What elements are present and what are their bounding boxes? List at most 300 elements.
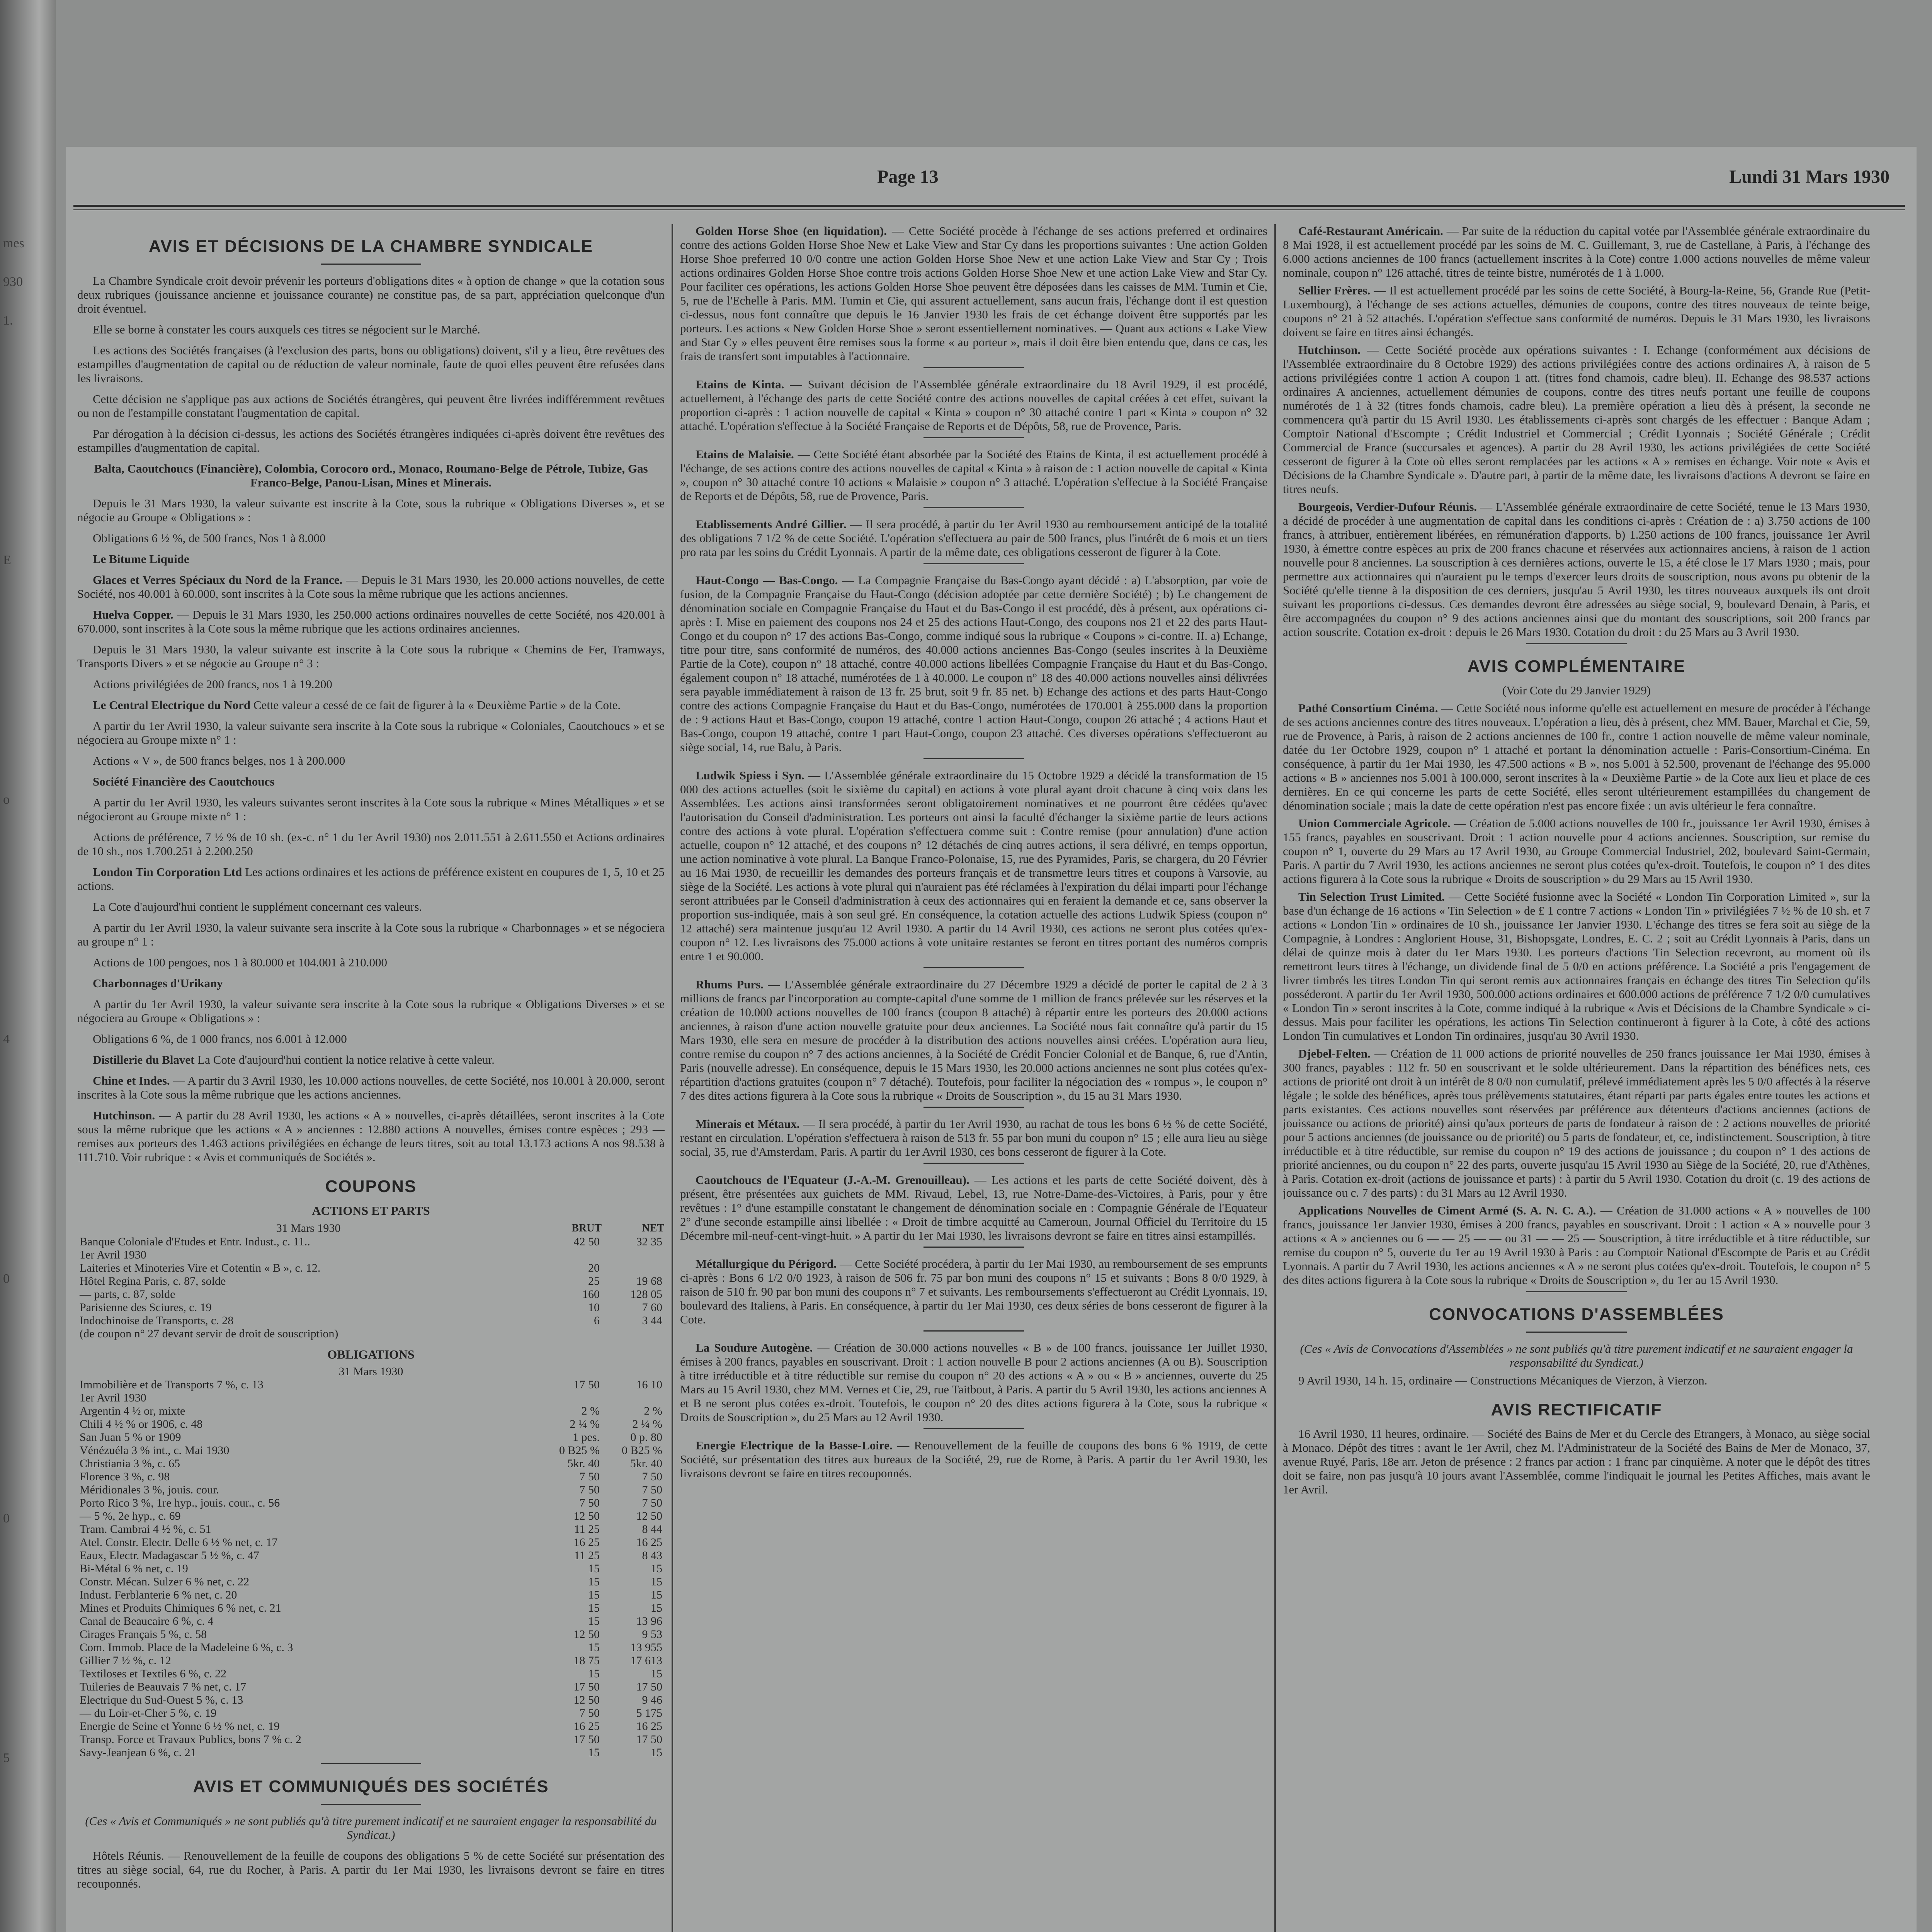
- notice: [77, 643, 665, 670]
- notice: [680, 1341, 1267, 1424]
- notice: [77, 921, 665, 949]
- divider: [923, 1330, 1024, 1332]
- notice-text: — L'Assemblée générale extraordinaire du 27 Décembre 1929 a décidé de porter le capital de 2 à 3 millions de francs par l'incorporation au compte-capital d'une somme de 1 million de francs prélevée sur les réserves et la création de 10.000 actions nouvelles de 100 francs (coupon 8 attaché) à répartir entre les porteurs des 20.000 actions anciennes, à raison d'une action nouvelle gratuite pour deux anciennes. La Société nous fait connaître qu'à partir du 15 Mars 1930, elle sera en mesure de procéder à la distribution des actions nouvelles ainsi créées. L'opération aura lieu, contre remise du coupon n° 7 des actions anciennes, à la Société de Crédit Foncier Colonial et de Banque, 6, rue d'Antin, Paris (nouvelle adresse). En conséquence, depuis le 15 Mars 1930, les 20.000 actions anciennes ne sont plus cotées qu'ex-répartition d'actions gratuites (coupon n° 7 détaché). Toutefois, pour faciliter la négociation des « rompus », le coupon n° 7 des dites actions figurera à la Cote sous la rubrique « Droits de Souscription », du 15 au 31 Mars 1930.: [680, 978, 1267, 1102]
- coupon-label: Méridionales 3 %, jouis. cour.: [80, 1483, 219, 1496]
- coupon-net: [602, 1391, 665, 1405]
- coupon-label: Atel. Constr. Electr. Delle 6 ½ % net, c. 17: [80, 1536, 278, 1549]
- chambre-items: [77, 497, 665, 1164]
- coupon-net: 8 43: [642, 1549, 662, 1562]
- coupon-label: Canal de Beaucaire 6 %, c. 4: [80, 1615, 214, 1628]
- notice-text: — Depuis le 31 Mars 1930, les 20.000 actions nouvelles, de cette Société, nos 40.001 à 60.000, sont inscrites à la Cote sous la même rubrique que les actions anciennes.: [77, 573, 665, 600]
- divider: [923, 367, 1024, 368]
- notice-title: Sellier Frères.: [1298, 284, 1371, 297]
- coupon-brut: 2 %: [581, 1405, 600, 1417]
- coupon-row: [77, 1405, 665, 1418]
- header-rule-thin: [73, 209, 1905, 210]
- notice-title: Golden Horse Shoe (en liquidation).: [696, 224, 887, 238]
- notice-title: Société Financière des Caoutchoucs: [93, 775, 275, 788]
- coupon-label: Argentin 4 ½ or, mixte: [80, 1405, 185, 1417]
- divider: [1526, 1291, 1627, 1292]
- notice-text: Depuis le 31 Mars 1930, la valeur suivante est inscrite à la Cote, sous la rubrique « Obligations Diverses », et se négocie au Groupe « Obligations » :: [77, 497, 665, 524]
- notice-text: — Les actions et les parts de cette Société doivent, dès à présent, être présentées aux guichets de MM. Rivaud, Lebel, 13, rue Notre-Dame-des-Victoires, à Paris, pour y être revêtues : 1° d'une estampille constatant le changement de dénomination sociale en : Compagnie Générale de l'Equateur 2° d'une seconde estampille ainsi libellée : « Droit de timbre acquitté au Cameroun, Journal Officiel du Territoire du 15 Décembre mil-neuf-cent-vingt-huit. » A partir du 1er Mai 1930, les livraisons devront se faire en titres ainsi estampillés.: [680, 1173, 1267, 1242]
- coupons-date-1: 31 Mars 1930: [276, 1222, 341, 1235]
- coupon-label: Bi-Métal 6 % net, c. 19: [80, 1562, 188, 1575]
- coupon-net: 0 p. 80: [630, 1431, 662, 1444]
- coupon-row: [77, 1523, 665, 1536]
- coupon-net: 2 ¼ %: [632, 1418, 662, 1430]
- notice: [77, 573, 665, 601]
- notice: [77, 698, 665, 712]
- coupon-brut: 2 ¼ %: [570, 1418, 600, 1430]
- coupon-row: [77, 1262, 665, 1275]
- coupon-brut: 15: [588, 1641, 600, 1654]
- coupon-label: Christiania 3 %, c. 65: [80, 1457, 180, 1470]
- notice-title: Rhums Purs.: [696, 978, 764, 991]
- coupon-brut: 25: [588, 1275, 600, 1287]
- coupon-label: Com. Immob. Place de la Madeleine 6 %, c. 3: [80, 1641, 293, 1654]
- coupon-row: [77, 1301, 665, 1314]
- notice-text: — L'Assemblée générale extraordinaire du 15 Octobre 1929 a décidé la transformation de 15 000 des actions actuelles (soit le sixième du capital) en actions à vote plural ayant droit chacune à cinq voix dans les Assemblées. Les actions ainsi transformées seront obligatoirement nominatives et ne pourront être cédées qu'avec l'autorisation du Conseil d'administration. Les porteurs ont ainsi la faculté d'échanger la sixième partie de leurs actions contre des actions à vote plural. L'opération s'effectuera comme suit : Contre remise (pour annulation) d'une action actuelle, coupon n° 12 attaché, et des coupons n° 12 détachés de cinq autres actions, il sera délivré, en temps opportun, une action nominative à vote plural. La Banque Franco-Polonaise, 15, rue des Pyramides, Paris, se chargera, du 20 Février au 16 Mai 1930, de recueillir les demandes des porteurs français et de transmettre leurs titres et coupons à Varsovie, au siège de la Société. Les actions à vote plural qui n'auraient pas été réclamées à l'expiration du délai imparti pour l'échange seront attribuées par le Conseil d'administration à ceux des actionnaires qui en feraient la demande et ce, sans observer la proportion sus-indiquée, mais à son seul gré. En conséquence, la cotation actuelle des actions Ludwik Spiess (coupon n° 12 attaché) sera maintenue jusqu'au 12 Avril 1930. A partir du 14 Avril 1930, ces actions ne seront plus cotées qu'ex-coupon n° 12. Les livraisons des 75.000 actions à vote unitaire restantes se feront en titres portant des numéros compris entre 1 et 90.000.: [680, 769, 1267, 963]
- coupon-row: [77, 1746, 665, 1759]
- coupon-label: Textiloses et Textiles 6 %, c. 22: [80, 1667, 227, 1680]
- margin-fragment: mes: [3, 236, 24, 250]
- coupon-row: [77, 1615, 665, 1628]
- intro-paragraph: La Chambre Syndicale croit devoir prévenir les porteurs d'obligations dites « à option de change » que la cotation sous deux rubriques (jouissance ancienne et jouissance courante) ne constitue pas, de sa part, appréciation quelconque d'un droit éventuel.: [77, 274, 665, 315]
- notice-text: — A partir du 3 Avril 1930, les 10.000 actions nouvelles, de cette Société, nos 10.001 à 20.000, seront inscrites à la Cote sous la même rubrique que les actions anciennes.: [77, 1074, 665, 1101]
- coupon-brut: [539, 1327, 602, 1340]
- coupon-row: [77, 1680, 665, 1694]
- notice-text: — Cette Société procède à l'échange de ses actions preferred et ordinaires contre des actions Golden Horse Shoe New et Lake View and Star Cy dans les proportions suivantes : Une action Golden Horse Shoe preferred 10 0/0 contre une action Golden Horse Shoe New et une action Lake View and Star Cy ; Trois actions ordinaires Golden Horse Shoe contre trois actions Golden Horse Shoe New et une action Lake View and Star Cy. Pour faciliter ces opérations, les actions Golden Horse Shoe peuvent être déposées dans les caisses de MM. Tumin et Cie, 5, rue de l'Echelle à Paris. MM. Tumin et Cie, qui assurent actuellement, sans aucun frais, l'échange dont il est question ci-dessus, nous font connaître que depuis le 16 Janvier 1930 les frais de cet échange doivent être supportés par les porteurs. Les actions « New Golden Horse Shoe » seront essentiellement nominatives. — Quant aux actions « Lake View and Star Cy » elles peuvent être remises sous la forme « au porteur », mais il doit être bien entendu que, dans ce cas, les frais de transfert sont imputables à l'actionnaire.: [680, 224, 1267, 363]
- section-title-chambre: AVIS ET DÉCISIONS DE LA CHAMBRE SYNDICALE: [148, 237, 594, 256]
- notice-text: — Cette Société procédera, à partir du 1er Mai 1930, au remboursement de ses emprunts ci-après : Bons 6 1/2 0/0 1923, à raison de 506 fr. 75 par bon muni des coupons n° 15 et suivants ; Bons 8 0/0 1929, à raison de 510 fr. 90 par bon muni des coupons n° 7 et suivants. Les remboursements s'effectueront au Crédit Lyonnais, 19, boulevard des Italiens, à Paris. En conséquence, à partir du 1er Mai 1930, ces deux séries de bons cesseront de figurer à la Cote.: [680, 1257, 1267, 1326]
- notice: [680, 517, 1267, 559]
- coupon-brut: 12 50: [573, 1510, 600, 1522]
- societes-note: (Ces « Avis et Communiqués » ne sont publiés qu'à titre purement indicatif et ne sauraient engager la responsabilité du Syndicat.): [85, 1814, 657, 1842]
- notice-text: A partir du 1er Avril 1930, la valeur suivante sera inscrite à la Cote sous la rubrique « Coloniales, Caoutchoucs » et se négociera au Groupe mixte n° 1 :: [77, 719, 665, 747]
- margin-fragments: [3, 232, 49, 1932]
- coupon-net: 7 50: [642, 1470, 662, 1483]
- coupon-brut: 12 50: [573, 1628, 600, 1641]
- notice: [77, 531, 665, 545]
- coupon-row: [77, 1575, 665, 1588]
- notice-text: A partir du 1er Avril 1930, la valeur suivante sera inscrite à la Cote sous la rubrique « Charbonnages » et se négociera au groupe n° 1 :: [77, 921, 665, 948]
- coupon-row: [77, 1314, 665, 1327]
- coupon-row: [77, 1588, 665, 1602]
- coupon-row: [77, 1418, 665, 1431]
- coupon-net: 0 B25 %: [622, 1444, 662, 1457]
- coupon-net: [602, 1327, 665, 1340]
- coupons-title: COUPONS: [325, 1177, 417, 1196]
- coupon-brut: 7 50: [579, 1707, 600, 1719]
- coupon-brut: [539, 1248, 602, 1262]
- notice: [1283, 284, 1870, 339]
- coupon-net: 16 25: [636, 1720, 662, 1733]
- coupon-label: Tram. Cambrai 4 ½ %, c. 51: [80, 1523, 211, 1536]
- coupon-label: Eaux, Electr. Madagascar 5 ½ %, c. 47: [80, 1549, 259, 1562]
- notice: [77, 1032, 665, 1046]
- coupon-brut: 15: [588, 1602, 600, 1614]
- coupon-brut: 11 25: [574, 1549, 600, 1562]
- coupon-label: Electrique du Sud-Ouest 5 %, c. 13: [80, 1694, 243, 1706]
- notice: [77, 976, 665, 990]
- notice-text: — Depuis le 31 Mars 1930, les 250.000 actions ordinaires nouvelles de cette Société, nos 420.001 à 670.000, sont inscrites à la Cote sous la même rubrique que les actions ordinaires anciennes.: [77, 608, 665, 635]
- coupon-net: 2 %: [644, 1405, 662, 1417]
- coupon-label: Vénézuéla 3 % int., c. Mai 1930: [80, 1444, 230, 1457]
- coupon-label: Savy-Jeanjean 6 %, c. 21: [80, 1746, 196, 1759]
- notice: [77, 997, 665, 1025]
- divider: [1526, 643, 1627, 644]
- coupon-label: Cirages Français 5 %, c. 58: [80, 1628, 207, 1641]
- notice-title: Charbonnages d'Urikany: [93, 976, 223, 990]
- coupon-net: 7 60: [642, 1301, 662, 1314]
- coupon-label: — du Loir-et-Cher 5 %, c. 19: [80, 1707, 217, 1719]
- coupon-row: [77, 1602, 665, 1615]
- coupon-label: Transp. Force et Travaux Publics, bons 7 % c. 2: [80, 1733, 301, 1746]
- coupon-net: 15: [651, 1562, 662, 1575]
- notice: [1283, 1047, 1870, 1200]
- notice-title: Union Commerciale Agricole.: [1298, 816, 1451, 830]
- notice-title: Djebel-Felten.: [1298, 1047, 1371, 1060]
- notice: [680, 1117, 1267, 1159]
- notice-text: — A partir du 28 Avril 1930, les actions « A » nouvelles, ci-après détaillées, seront inscrites à la Cote sous la même rubrique que les actions « A » anciennes : 12.880 actions A nouvelles, émises contre espèces ; 293 — remises aux porteurs des 1.463 actions privilégiées en échange de leurs titres, soit au total 13.173 actions A nos 98.538 à 111.710. Voir rubrique : « Avis et communiqués de Sociétés ».: [77, 1109, 665, 1164]
- coupon-net: 16 10: [636, 1378, 662, 1391]
- divider: [923, 758, 1024, 759]
- notice-text: — Création de 11 000 actions de priorité nouvelles de 250 francs jouissance 1er Mai 1930, émises à 300 francs, payables : 112 fr. 50 en souscrivant et le solde ultérieurement. Dans la répartition des bénéfices nets, ces actions de priorité ont droit à un intérêt de 8 0/0 non cumulatif, prélevé immédiatement après les 5 0/0 affectés à la réserve légale ; le solde des bénéfices, après tous prélèvements statutaires, étant réparti par parts égales entre toutes les actions et parts existantes. Ces actions nouvelles sont réservées par préférence aux détenteurs d'actions anciennes (actions de jouissance ou actions de priorité) ainsi qu'aux porteurs de parts de fondateur à raison de : 2 actions nouvelles de priorité pour 5 actions anciennes (de jouissance ou de priorité) ou 5 parts de fondateur, et, ce, indistinctement. Souscription, à titre irréductible et à titre réductible, sur remise du coupon n° 19 des actions de jouissance ; du coupon n° 1 des actions de priorité anciennes, ou du coupon n° 22 des parts, ouverte jusqu'au 15 Avril 1930 au Siège de la Société, 20, rue d'Athènes, à Paris. Cotation ex-droit (actions de jouissance et parts) : à partir du 5 Avril 1930. Cotation du droit (c. 19 des actions de jouissance ou c. 7 des parts) : du 31 Mars au 12 Avril 1930.: [1283, 1047, 1870, 1199]
- coupon-label: Florence 3 %, c. 98: [80, 1470, 170, 1483]
- societes-title: AVIS ET COMMUNIQUÉS DES SOCIÉTÉS: [193, 1777, 549, 1796]
- coupon-brut: 6: [594, 1314, 600, 1327]
- coupons-obligations-title: OBLIGATIONS: [327, 1347, 415, 1361]
- notice-title: Café-Restaurant Américain.: [1298, 224, 1443, 238]
- coupon-net: 9 53: [642, 1628, 662, 1641]
- divider: [321, 1763, 421, 1764]
- coupon-label: — parts, c. 87, solde: [80, 1288, 175, 1301]
- coupon-label: 1er Avril 1930: [80, 1248, 146, 1261]
- notice: [680, 224, 1267, 363]
- notice-text: — La Compagnie Française du Bas-Congo ayant décidé : a) L'absorption, par voie de fusion, de la Compagnie Française du Haut-Congo (décision adoptée par cette dernière Société) ; b) Le changement de dénomination sociale en Compagnie Française du Haut et du Bas-Congo il est procédé, dès à présent, aux opérations ci-après : I. Mise en paiement des coupons nos 24 et 25 des actions Haut-Congo, des coupons nos 21 et 22 des parts Haut-Congo et du coupon n° 17 des actions Bas-Congo, comme indiqué sous la rubrique « Coupons » ci-contre. II. a) Echange, titre pour titre, sans conformité de numéros, des 40.000 actions anciennes Bas-Congo (seules inscrites à la Deuxième Partie de la Cote), coupon n° 18 attaché, contre 40.000 actions libellées Compagnie Française du Haut et du Bas-Congo, également coupon n° 18 attaché, numérotées de 1 à 40.000. Le coupon n° 18 des 40.000 actions nouvelles ainsi délivrées sera payable immédiatement à raison de 13 fr. 25 brut, soit 9 fr. 85 net. b) Echange des actions et des parts Haut-Congo contre des actions Compagnie Française du Haut et du Bas-Congo, numérotées de 170.001 à 255.000 dans la proportion de : 9 actions Haut et Bas-Congo, coupon 19 attaché, contre 1 action Haut-Congo, coupon 26 attaché ; 4 actions Haut et Bas-Congo, coupon 19 attaché, contre 1 part Haut-Congo, coupon 23 attaché. Ces diverses opérations s'effectueront au siège social, 14, rue Balu, à Paris.: [680, 573, 1267, 754]
- coupon-brut: 15: [588, 1615, 600, 1628]
- notice: [77, 754, 665, 768]
- notice: [77, 1053, 665, 1067]
- page-date: Lundi 31 Mars 1930: [1729, 167, 1889, 187]
- margin-fragment: o: [3, 793, 10, 807]
- coupon-row: [77, 1391, 665, 1405]
- divider: [1526, 1332, 1627, 1333]
- notice: [77, 1109, 665, 1164]
- coupon-net: 15: [651, 1575, 662, 1588]
- notice: [1283, 224, 1870, 280]
- intro-paragraph: Les actions des Sociétés françaises (à l'exclusion des parts, bons ou obligations) doivent, s'il y a lieu, être revêtues des estampilles d'augmentation de capital ou de réduction de valeur nominale, faute de quoi elles peuvent être refusées dans les livraisons.: [77, 344, 665, 385]
- column-2: [680, 224, 1267, 1932]
- coupon-brut: 15: [588, 1746, 600, 1759]
- notice-title: Haut-Congo — Bas-Congo.: [696, 573, 838, 587]
- coupon-brut: 7 50: [579, 1497, 600, 1509]
- divider: [923, 1107, 1024, 1108]
- coupon-net: [602, 1262, 665, 1275]
- coupon-row: [77, 1707, 665, 1720]
- coupon-label: Immobilière et de Transports 7 %, c. 13: [80, 1378, 264, 1391]
- coupon-brut: 20: [588, 1262, 600, 1274]
- column-3: [1283, 224, 1870, 1932]
- coupon-row: [77, 1733, 665, 1746]
- convocations-note: (Ces « Avis de Convocations d'Assemblées » ne sont publiés qu'à titre purement indicatif et ne sauraient engager la responsabilité du Syndicat.): [1300, 1342, 1853, 1369]
- margin-fragment: 0: [3, 1511, 10, 1526]
- coupon-brut: 16 25: [573, 1720, 600, 1733]
- margin-fragment: 1.: [3, 313, 13, 328]
- coupon-row: [77, 1641, 665, 1654]
- coupon-row: [77, 1457, 665, 1470]
- coupon-net: 17 613: [630, 1654, 662, 1667]
- coupon-net: 17 50: [636, 1680, 662, 1693]
- coupon-brut: 17 50: [573, 1733, 600, 1746]
- intro-paragraph: Elle se borne à constater les cours auxquels ces titres se négocient sur le Marché.: [93, 323, 480, 336]
- coupon-row: [77, 1327, 665, 1340]
- coupon-net: 5 175: [636, 1707, 662, 1719]
- notice-title: Tin Selection Trust Limited.: [1298, 890, 1445, 903]
- notice-text: — Renouvellement de la feuille de coupons des bons 6 % 1919, de cette Société, sur présentation des titres aux bureaux de la Société, 29, rue de Rome, à Paris. A partir du 1er Avril 1930, les livraisons devront se faire en titres recouponnés.: [680, 1439, 1267, 1480]
- divider: [923, 967, 1024, 968]
- notice-text: — Suivant décision de l'Assemblée générale extraordinaire du 18 Avril 1929, il est procédé, actuellement, à l'échange des parts de cette Société contre des actions nouvelles de capital créées à cet effet, suivant la proportion ci-après : 1 action nouvelle de capital « Kinta » coupon n° 30 attaché contre 1 part « Kinta » coupon n° 32 attaché. L'opération s'effectue à la Société Française de Reports et de Dépôts, 58, rue de Provence, Paris.: [680, 378, 1267, 433]
- notice-title: Minerais et Métaux.: [696, 1117, 800, 1131]
- coupon-label: Porto Rico 3 %, 1re hyp., jouis. cour., c. 56: [80, 1497, 280, 1509]
- notice-title: Glaces et Verres Spéciaux du Nord de la France.: [93, 573, 343, 587]
- coupon-brut: 160: [582, 1288, 600, 1301]
- coupon-brut: 16 25: [573, 1536, 600, 1549]
- coupon-brut: 5kr. 40: [567, 1457, 600, 1470]
- notice-text: Actions de préférence, 7 ½ % de 10 sh. (ex-c. n° 1 du 1er Avril 1930) nos 2.011.551 à 2.611.550 et Actions ordinaires de 10 sh., nos 1.700.251 à 2.200.250: [77, 830, 665, 858]
- coupon-label: (de coupon n° 27 devant servir de droit de souscription): [80, 1327, 338, 1340]
- coupon-brut: 17 50: [573, 1378, 600, 1391]
- coupon-row: [77, 1275, 665, 1288]
- notice: [77, 830, 665, 858]
- coupon-label: Energie de Seine et Yonne 6 ½ % net, c. 19: [80, 1720, 280, 1733]
- margin-fragment: 0: [3, 1272, 10, 1286]
- complementaire-subtitle: (Voir Cote du 29 Janvier 1929): [1502, 684, 1651, 697]
- notice-text: Obligations 6 ½ %, de 500 francs, Nos 1 à 8.000: [93, 531, 326, 545]
- notice-text: — Création de 5.000 actions nouvelles de 100 fr., jouissance 1er Avril 1930, émises à 155 francs, payables en souscrivant. Droit : 1 action nouvelle pour 4 actions anciennes. Souscription, sur remise du coupon n° 1, ouverte du 29 Mars au 17 Avril 1930, au Groupe Commercial Industriel, 202, boulevard Saint-Germain, Paris. A partir du 7 Avril 1930, les actions anciennes ne seront plus cotées qu'ex-droit. Toutefois, le coupon n° 1 des dites actions figurera à la Cote sous la rubrique « Droits de souscription » du 29 Mars au 15 Avril 1930.: [1283, 816, 1870, 886]
- notice-text: La Cote d'aujourd'hui contient le supplément concernant ces valeurs.: [93, 900, 422, 913]
- margin-fragment: 5: [3, 1751, 10, 1765]
- coupon-net: 12 50: [636, 1510, 662, 1522]
- notice-text: Cette valeur a cessé de ce fait de figurer à la « Deuxième Partie » de la Cote.: [253, 698, 621, 712]
- notice: [77, 677, 665, 691]
- coupon-row: [77, 1549, 665, 1562]
- column-rule: [672, 224, 673, 1932]
- notice: [77, 865, 665, 893]
- coupon-label: Chili 4 ½ % or 1906, c. 48: [80, 1418, 203, 1430]
- coupon-label: Banque Coloniale d'Etudes et Entr. Indust., c. 11..: [80, 1235, 310, 1248]
- notice-text: Depuis le 31 Mars 1930, la valeur suivante est inscrite à la Cote sous la rubrique « Chemins de Fer, Tramways, Transports Divers » et se négocie au Groupe n° 3 :: [77, 643, 665, 670]
- divider: [321, 1804, 421, 1805]
- notice: [1283, 1204, 1870, 1287]
- coupon-row: [77, 1248, 665, 1262]
- notice-text: Actions privilégiées de 200 francs, nos 1 à 19.200: [93, 677, 332, 691]
- header-rule: [73, 205, 1905, 207]
- coupon-brut: 15: [588, 1667, 600, 1680]
- coupon-label: Mines et Produits Chimiques 6 % net, c. 21: [80, 1602, 281, 1614]
- coupon-row: [77, 1694, 665, 1707]
- notice-text: — Il sera procédé, à partir du 1er Avril 1930, au rachat de tous les bons 6 ½ % de cette Société, restant en circulation. L'opération s'effectuera à raison de 513 fr. 55 par bon muni du coupon n° 15 ; elle aura lieu au siège social, 35, rue d'Amsterdam, Paris. A partir du 1er Avril 1930, ces bons cesseront de figurer à la Cote.: [680, 1117, 1267, 1158]
- coupons-date-2: 31 Mars 1930: [338, 1365, 403, 1378]
- notice-text: Les actions ordinaires et les actions de préférence existent en coupures de 1, 5, 10 et 25 actions.: [77, 865, 665, 893]
- coupon-row: [77, 1510, 665, 1523]
- coupon-net: 13 955: [630, 1641, 662, 1654]
- coupon-label: Gillier 7 ½ %, c. 12: [80, 1654, 171, 1667]
- divider: [923, 1163, 1024, 1164]
- binding-margin: [0, 0, 56, 1932]
- margin-fragment: 930: [3, 275, 23, 289]
- page-number: Page 13: [877, 167, 939, 187]
- notice-title: Hutchinson.: [1298, 343, 1361, 357]
- coupon-row: [77, 1628, 665, 1641]
- coupon-brut: 15: [588, 1562, 600, 1575]
- coupon-net: 15: [651, 1667, 662, 1680]
- notice-title: Etains de Kinta.: [696, 378, 784, 391]
- coupon-brut: 12 50: [573, 1694, 600, 1706]
- notice: [77, 1074, 665, 1102]
- coupon-net: 5kr. 40: [630, 1457, 662, 1470]
- notice-text: — Création de 31.000 actions « A » nouvelles de 100 francs, jouissance 1er Janvier 1930, émises à 200 francs, payables en souscrivant. Droit : 1 action « A » nouvelle pour 3 actions « A » anciennes ou 6 — — 25 — — ou 31 — — 25 — Souscription, à titre irréductible et à titre réductible, sur remise du coupon n° 5, ouverte du 1er au 19 Avril 1930 à Paris : au Comptoir National d'Escompte de Paris et au Crédit Lyonnais. A partir du 7 Avril 1930, les actions anciennes « A » ne seront plus cotées qu'ex-droit. Toutefois, le coupon n° 5 des dites actions figurera à la Cote sous la rubrique « Droits de Souscription », du 1er au 15 Avril 1930.: [1283, 1204, 1870, 1287]
- coupon-brut: 7 50: [579, 1483, 600, 1496]
- notice: [77, 608, 665, 636]
- page-header: [66, 155, 1917, 197]
- coupon-row: [77, 1378, 665, 1391]
- coupon-label: Laiteries et Minoteries Vire et Cotentin « B », c. 12.: [80, 1262, 321, 1274]
- coupons-actions-title: ACTIONS ET PARTS: [312, 1204, 430, 1218]
- divider: [923, 1428, 1024, 1429]
- coupon-brut: 10: [588, 1301, 600, 1314]
- coupon-brut: 11 25: [574, 1523, 600, 1536]
- notice: [77, 775, 665, 789]
- coupon-label: Indust. Ferblanterie 6 % net, c. 20: [80, 1588, 237, 1601]
- divider: [923, 563, 1024, 564]
- coupon-brut: 18 75: [573, 1654, 600, 1667]
- coupon-net: 7 50: [642, 1483, 662, 1496]
- notice-title: Distillerie du Blavet: [93, 1053, 195, 1066]
- coupon-net: 8 44: [642, 1523, 662, 1536]
- notice-title: Energie Electrique de la Basse-Loire.: [696, 1439, 893, 1452]
- coupons-actions-table: [77, 1221, 665, 1340]
- notice-text: Actions de 100 pengoes, nos 1 à 80.000 et 104.001 à 210.000: [93, 956, 387, 969]
- coupon-label: Tuileries de Beauvais 7 % net, c. 17: [80, 1680, 247, 1693]
- notice-text: — Cette Société fusionne avec la Société « London Tin Corporation Limited », sur la base d'un échange de 16 actions « Tin Selection » de £ 1 contre 7 actions « London Tin » privilégiées 7 ½ % de 10 sh. et 7 actions « London Tin » ordinaires de 10 sh., jouissance 1er Janvier 1930. L'échange des titres se fera soit au siège de la Compagnie, à Londres : Anglorient House, 31, Bishopsgate, Londres, E. C. 2 ; soit au Crédit Lyonnais à Paris, dans un délai de quinze mois à dater du 1er Mars 1930. Les porteurs d'actions Tin Selection recevront, au moment où ils remettront leurs titres à l'échange, un dividende final de 5 0/0 en actions préférence. La Société a pris l'engagement de livrer timbrés les titres London Tin qui seront remis aux actionnaires français en échange des titres Tin Selection qu'ils posséderont. A partir du 1er Avril 1930, 500.000 actions ordinaires et 600.000 actions de préférence 7 1/2 0/0 cumulatives « London Tin » seront inscrites à la Cote, comme indiqué à la rubrique « Avis et Décisions de la Chambre Syndicale » ci-dessus. Mais pour faciliter les opérations, les actions Tin Selection continueront à figurer à la Cote, à côté des actions London Tin cumulatives et London Tin ordinaires, jusqu'au 30 Avril 1930.: [1283, 890, 1870, 1043]
- coupon-row: [77, 1431, 665, 1444]
- coupon-net: 15: [651, 1588, 662, 1601]
- coupon-net: 17 50: [636, 1733, 662, 1746]
- notice-title: Etains de Malaisie.: [696, 447, 794, 461]
- notice: [77, 552, 665, 566]
- notice: [1283, 816, 1870, 886]
- coupon-brut: 1 pes.: [573, 1431, 600, 1444]
- margin-fragment: 4: [3, 1032, 10, 1046]
- notices-col3: [1283, 224, 1870, 639]
- coupon-label: — 5 %, 2e hyp., c. 69: [80, 1510, 181, 1522]
- notice-title: London Tin Corporation Ltd: [93, 865, 242, 879]
- coupon-net: 128 05: [630, 1288, 662, 1301]
- notice: [680, 378, 1267, 433]
- notice-title: Métallurgique du Périgord.: [696, 1257, 837, 1270]
- coupon-brut: [539, 1391, 602, 1405]
- coupon-row: [77, 1720, 665, 1733]
- notice-text: — Par suite de la réduction du capital votée par l'Assemblée générale extraordinaire du 8 Mai 1928, il est actuellement procédé par les soins de M. C. Guillemant, 3, rue de Castellane, à Paris, à l'échange des 6.000 actions anciennes de 100 francs (actuellement inscrites à la Cote) contre 1.000 actions nouvelles de même valeur nominale, coupon n° 126 attaché, titres de teinte bistre, numérotés de 1 à 1.000.: [1283, 224, 1870, 279]
- notice-title: Hutchinson.: [93, 1109, 155, 1122]
- coupon-brut: 15: [588, 1588, 600, 1601]
- coupon-label: Hôtel Regina Paris, c. 87, solde: [80, 1275, 226, 1287]
- notice-text: — Il est actuellement procédé par les soins de cette Société, à Bourg-la-Reine, 56, Grande Rue (Petit-Luxembourg), à l'échange de ses actions actuelles, démunies de coupons, contre des titres nouveaux de teinte beige, coupons n° 21 à 52 attachés. L'opération s'effectue sans conformité de numéros. Depuis le 31 Mars 1930, les livraisons doivent se faire en titres ainsi échangés.: [1283, 284, 1870, 339]
- coupon-label: Indochinoise de Transports, c. 28: [80, 1314, 234, 1327]
- coupon-row: [77, 1470, 665, 1483]
- margin-fragment: E: [3, 553, 11, 567]
- coupon-row: [77, 1483, 665, 1497]
- notice-title: La Soudure Autogène.: [696, 1341, 813, 1354]
- notice-text: A partir du 1er Avril 1930, la valeur suivante sera inscrite à la Cote sous la rubrique « Obligations Diverses » et se négociera au Groupe « Obligations » :: [77, 997, 665, 1025]
- coupon-brut: 0 B25 %: [559, 1444, 600, 1457]
- notice-title: Ludwik Spiess i Syn.: [696, 769, 804, 782]
- coupon-row: [77, 1288, 665, 1301]
- notice-text: — L'Assemblée générale extraordinaire de cette Société, tenue le 13 Mars 1930, a décidé de procéder à une augmentation de capital dans les conditions ci-après : Création de : a) 3.750 actions de 100 francs, à attribuer, entièrement libérées, en rémunération d'apports. b) 1.250 actions de 100 francs, jouissance 1er Avril 1930, à émettre contre espèces au prix de 200 francs chacune et réservées aux actionnaires anciens, à raison de 1 action nouvelle pour 8 anciennes. La souscription à ces dernières actions, ouverte le 15, a été close le 17 Mars 1930 ; mais, pour permettre aux actionnaires qui n'auraient pu le temps d'exercer leurs droits de souscription, nous avons pu obtenir de la Société qu'elle tienne à la disposition de ces derniers, jusqu'au 5 Avril 1930, les titres nouveaux auxquels ils ont droit suivant les proportions ci-dessus. Ces demandes devront être adressées au siège social, 9, boulevard Denain, à Paris, et être accompagnées du coupon n° 9 des actions anciennes ainsi que du montant des souscriptions, soit 200 francs par action souscrite. Cotation ex-droit : depuis le 26 Mars 1930. Cotation du droit : du 25 Mars au 3 Avril 1930.: [1283, 500, 1870, 639]
- notice-title: Le Central Electrique du Nord: [93, 698, 251, 712]
- notice: [77, 497, 665, 524]
- coupon-net: 3 44: [642, 1314, 662, 1327]
- notice: [680, 769, 1267, 963]
- notice: [680, 1257, 1267, 1327]
- coupon-brut: 7 50: [579, 1470, 600, 1483]
- notice-text: — Création de 30.000 actions nouvelles « B » de 100 francs, jouissance 1er Juillet 1930, émises à 200 francs, payables en souscrivant. Droit : 1 action nouvelle B pour 2 actions anciennes (A ou B). Souscription à titre irréductible et à titre réductible sur remise du coupon n° 20 des actions « A » ou « B » anciennes, ouverte du 25 Mars au 15 Avril 1930, chez MM. Vernes et Cie, 29, rue Taitbout, à Paris. A partir du 5 Avril 1930, les actions anciennes A et B ne seront plus cotées ex-droit. Toutefois, le coupon n° 20 des dites actions figurera à la Cote, sous la rubrique « Droits de Souscription », du 25 Mars au 12 Avril 1930.: [680, 1341, 1267, 1424]
- coupon-row: [77, 1654, 665, 1667]
- newspaper-page: [66, 147, 1917, 1932]
- hotels-reunis-notice: Hôtels Réunis. — Renouvellement de la feuille de coupons des obligations 5 % de cette Société sur présentation des titres au siège social, 64, rue du Rocher, à Paris. A partir du 1er Mai 1930, les livraisons devront se faire en titres recouponnés.: [77, 1849, 665, 1890]
- coupons-obligations-table: [77, 1365, 665, 1759]
- notice-text: — Cette Société nous informe qu'elle est actuellement en mesure de procéder à l'échange de ses actions anciennes contre des titres nouveaux. L'opération a lieu, dès à présent, chez MM. Bauer, Marchal et Cie, 59, rue de Provence, à Paris, à raison de 2 actions anciennes de 100 fr., contre 1 action nouvelle de même valeur nominale, datée du 1er Octobre 1929, coupon n° 1 attaché et portant la dénomination actuelle : Paris-Consortium-Cinéma. En conséquence, à partir du 1er Mai 1930, les 47.500 actions « B », nos 5.001 à 52.500, provenant de l'échange des 95.000 actions « B » anciennes nos 5.001 à 100.000, seront inscrites à la « Deuxième Partie » de la Cote aux lieu et place de ces dernières. En ce qui concerne les parts de cette Société, elles seront ultérieurement estampillées du changement de dénomination sociale ; mais la date de cette opération n'est pas encore fixée : un avis ultérieur le fera connaître.: [1283, 701, 1870, 812]
- coupon-brut: 42 50: [573, 1235, 600, 1248]
- notice-text: Obligations 6 %, de 1 000 francs, nos 6.001 à 12.000: [93, 1032, 347, 1046]
- col-net: NET: [642, 1222, 664, 1234]
- notice: [1283, 890, 1870, 1043]
- notice-title: Huelva Copper.: [93, 608, 173, 621]
- notice-text: A partir du 1er Avril 1930, les valeurs suivantes seront inscrites à la Cote sous la rubrique « Mines Métalliques » et se négocieront au Groupe mixte n° 1 :: [77, 796, 665, 823]
- columns: [77, 224, 1901, 1932]
- coupon-row: [77, 1536, 665, 1549]
- coupon-label: San Juan 5 % or 1909: [80, 1431, 181, 1444]
- coupon-net: 16 25: [636, 1536, 662, 1549]
- derogation-list: Balta, Caoutchoucs (Financière), Colombia, Corocoro ord., Monaco, Roumano-Belge de Pétrole, Tubize, Gas Franco-Belge, Panou-Lisan, Mines et Minerais.: [94, 462, 648, 489]
- coupon-net: 7 50: [642, 1497, 662, 1509]
- column-1: [77, 224, 665, 1932]
- coupon-row: [77, 1667, 665, 1680]
- notice: [680, 573, 1267, 754]
- divider: [923, 437, 1024, 438]
- notice-title: Pathé Consortium Cinéma.: [1298, 701, 1438, 715]
- coupon-net: [602, 1248, 665, 1262]
- rectificatif-item: 16 Avril 1930, 11 heures, ordinaire. — Société des Bains de Mer et du Cercle des Etrangers, à Monaco, au siège social à Monaco. Dépôt des titres : avant le 1er Avril, chez M. l'Administrateur de la Société des Bains de Mer de Monaco, 37, avenue Ruyé, Paris, 18e arr. Jeton de présence : 2 francs par action : 1 franc par cinquième. A noter que le dépôt des titres doit se faire, non pas jusqu'à 10 jours avant l'Assemblée, comme l'indiquait le journal les Petites Affiches, mais avant le 1er Avril.: [1283, 1427, 1870, 1496]
- notice-title: Bourgeois, Verdier-Dufour Réunis.: [1298, 500, 1477, 514]
- notice-title: Applications Nouvelles de Ciment Armé (S. A. N. C. A.).: [1298, 1204, 1596, 1217]
- coupon-row: [77, 1497, 665, 1510]
- notice: [680, 978, 1267, 1103]
- convocation-item: 9 Avril 1930, 14 h. 15, ordinaire — Constructions Mécaniques de Vierzon, à Vierzon.: [1298, 1374, 1708, 1387]
- notice: [77, 900, 665, 914]
- notice: [680, 1439, 1267, 1480]
- coupon-label: 1er Avril 1930: [80, 1391, 146, 1404]
- notice-text: — Cette Société procède aux opérations suivantes : I. Echange (conformément aux décisions de l'Assemblée extraordinaire du 8 Octobre 1929) des actions privilégiées contre des actions ordinaires A, à raison de 5 actions privilégiées contre 1 action A coupon 1 att. (titres fond chamois, cadre bleu). II. Echange des 98.537 actions ordinaires A anciennes, actuellement démunies de coupons, contre des titres neufs portant une feuille de coupons numérotés de 1 à 32 (titres fonds chamois, cadre bleu). La première opération a lieu dès à présent, la seconde ne commencera qu'à partir du 15 Avril 1930. Les établissements ci-après sont chargés de les effectuer : Banque Adam ; Comptoir National d'Escompte ; Crédit Industriel et Commercial ; Crédit Lyonnais ; Société Générale ; Crédit Commercial de France (succursales et agences). A partir du 28 Avril 1930, les actions privilégiées de cette Société cesseront de figurer à la Cote où elles seront remplacées par les actions « A » remises en échange. Voir note « Avis et Décisions de la Chambre Syndicale ». D'autre part, à partir de la même date, les livraisons d'actions A devront se faire en titres neufs.: [1283, 343, 1870, 496]
- coupon-brut: 17 50: [573, 1680, 600, 1693]
- notice: [1283, 500, 1870, 639]
- notice: [77, 796, 665, 823]
- coupon-label: Parisienne des Sciures, c. 19: [80, 1301, 212, 1314]
- convocations-title: CONVOCATIONS D'ASSEMBLÉES: [1429, 1305, 1724, 1324]
- complementaire-title: AVIS COMPLÉMENTAIRE: [1467, 657, 1686, 676]
- rectificatif-title: AVIS RECTIFICATIF: [1491, 1400, 1662, 1419]
